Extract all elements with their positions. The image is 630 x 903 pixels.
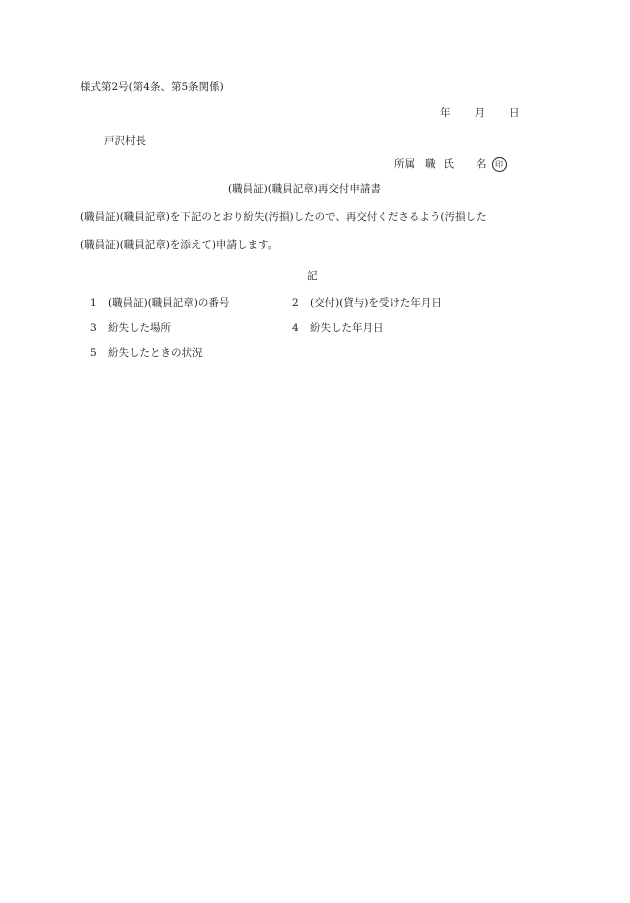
date-line [440, 108, 520, 119]
item-label: (職員証)(職員記章)の番号 [108, 297, 230, 309]
addressee: 戸沢村長 [104, 135, 146, 147]
list-item [292, 323, 384, 334]
name-label-2: 名 [476, 158, 487, 171]
item-number: 3 [90, 322, 97, 334]
date-month: 月 [474, 107, 485, 119]
date-day: 日 [509, 107, 520, 119]
item-number: 5 [90, 347, 97, 359]
date-year: 年 [440, 107, 451, 119]
document-title: (職員証)(職員記章)再交付申請書 [228, 183, 381, 195]
form-number: 様式第2号(第4条、第5条関係) [80, 81, 224, 93]
affiliation-label: 所属 [394, 158, 415, 171]
ki-heading: 記 [307, 270, 318, 282]
position-label: 職 [425, 158, 436, 171]
body-text-line-2: (職員証)(職員記章)を添えて)申請します。 [80, 239, 279, 251]
item-label: 紛失した場所 [108, 322, 171, 334]
item-number: 2 [292, 297, 299, 309]
list-item [90, 348, 203, 359]
seal-icon: 印 [492, 157, 507, 172]
item-label: 紛失した年月日 [310, 322, 384, 334]
list-item [292, 298, 442, 309]
name-label-1: 氏 [443, 158, 454, 171]
item-number: 1 [90, 297, 97, 309]
signature-line [394, 157, 507, 172]
body-text-line-1: (職員証)(職員記章)を下記のとおり紛失(汚損)したので、再交付くださるよう(汚損した [80, 211, 487, 223]
list-item [90, 298, 229, 309]
item-label: 紛失したときの状況 [108, 347, 203, 359]
item-number: 4 [292, 322, 299, 334]
item-label: (交付)(貸与)を受けた年月日 [310, 297, 442, 309]
list-item [90, 323, 171, 334]
